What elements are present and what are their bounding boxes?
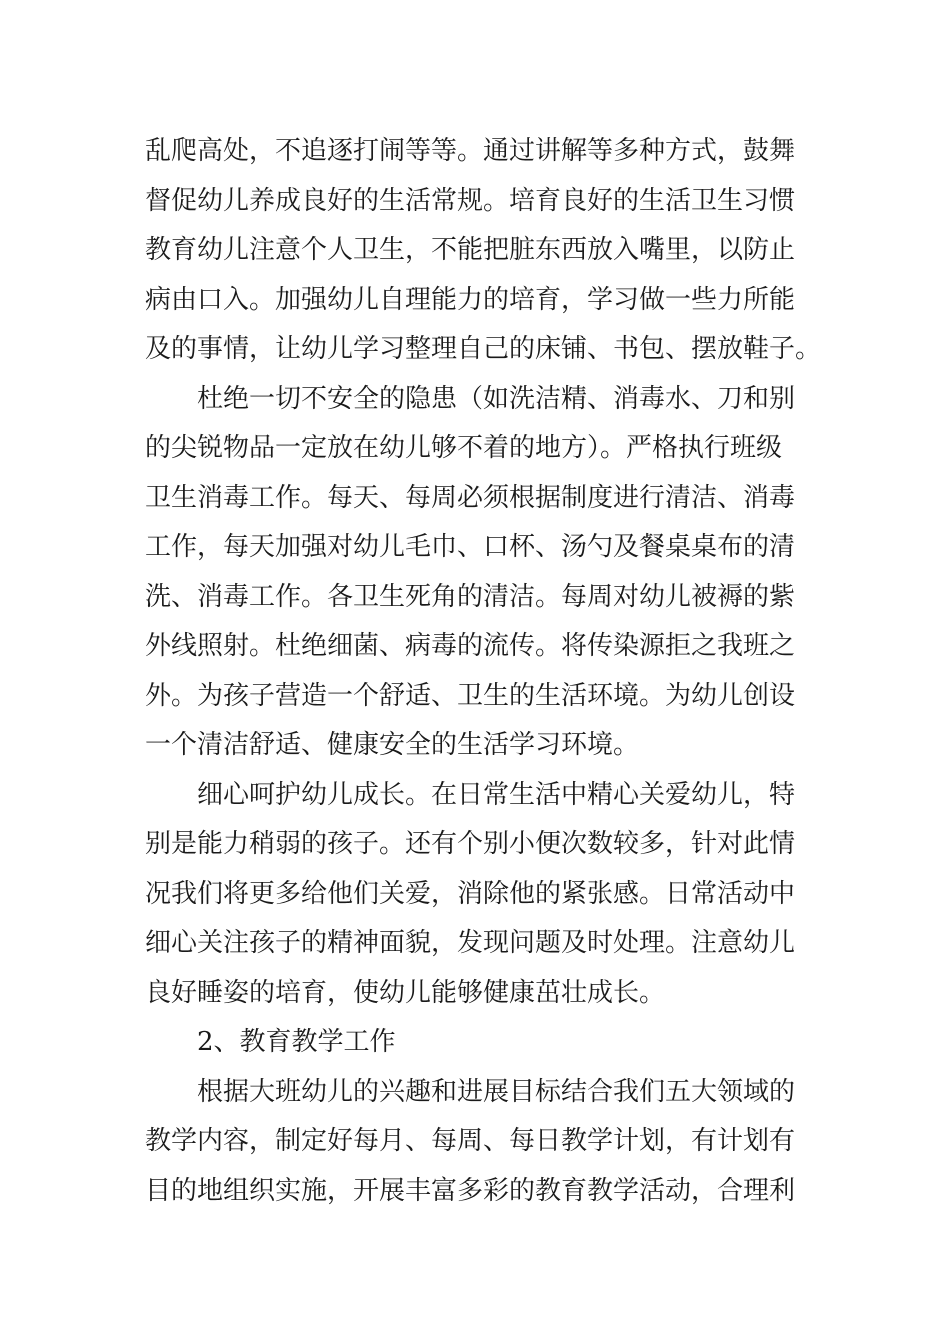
text-line: 教学内容，制定好每月、每周、每日教学计划，有计划有 xyxy=(145,1126,796,1156)
text-line: 良好睡姿的培育，使幼儿能够健康茁壮成长。 xyxy=(145,978,666,1008)
text-line: 病由口入。加强幼儿自理能力的培育，学习做一些力所能 xyxy=(145,285,796,315)
text-line: 外线照射。杜绝细菌、病毒的流传。将传染源拒之我班之 xyxy=(145,631,796,661)
paragraph-first-line: 根据大班幼儿的兴趣和进展目标结合我们五大领域的 xyxy=(197,1077,796,1107)
section-heading: 2、教育教学工作 xyxy=(197,1027,396,1057)
text-line: 目的地组织实施，开展丰富多彩的教育教学活动，合理利 xyxy=(145,1176,796,1206)
text-line: 况我们将更多给他们关爱，消除他的紧张感。日常活动中 xyxy=(145,879,796,909)
text-line: 一个清洁舒适、健康安全的生活学习环境。 xyxy=(145,730,640,760)
paragraph-first-line: 杜绝一切不安全的隐患（如洗洁精、消毒水、刀和别 xyxy=(197,384,796,414)
text-line: 外。为孩子营造一个舒适、卫生的生活环境。为幼儿创设 xyxy=(145,681,796,711)
text-line: 别是能力稍弱的孩子。还有个别小便次数较多，针对此情 xyxy=(145,829,796,859)
text-line: 卫生消毒工作。每天、每周必须根据制度进行清洁、消毒 xyxy=(145,483,796,513)
text-line: 督促幼儿养成良好的生活常规。培育良好的生活卫生习惯 xyxy=(145,186,796,216)
text-line: 洗、消毒工作。各卫生死角的清洁。每周对幼儿被褥的紫 xyxy=(145,582,796,612)
text-line: 的尖锐物品一定放在幼儿够不着的地方）。严格执行班级 xyxy=(145,433,783,463)
text-line: 细心关注孩子的精神面貌，发现问题及时处理。注意幼儿 xyxy=(145,928,796,958)
text-line: 工作，每天加强对幼儿毛巾、口杯、汤勺及餐桌桌布的清 xyxy=(145,532,796,562)
text-line: 教育幼儿注意个人卫生，不能把脏东西放入嘴里，以防止 xyxy=(145,235,796,265)
paragraph-first-line: 细心呵护幼儿成长。在日常生活中精心关爱幼儿，特 xyxy=(197,780,796,810)
text-line: 乱爬高处，不追逐打闹等等。通过讲解等多种方式，鼓舞 xyxy=(145,136,796,166)
text-line: 及的事情，让幼儿学习整理自己的床铺、书包、摆放鞋子。 xyxy=(145,334,822,364)
